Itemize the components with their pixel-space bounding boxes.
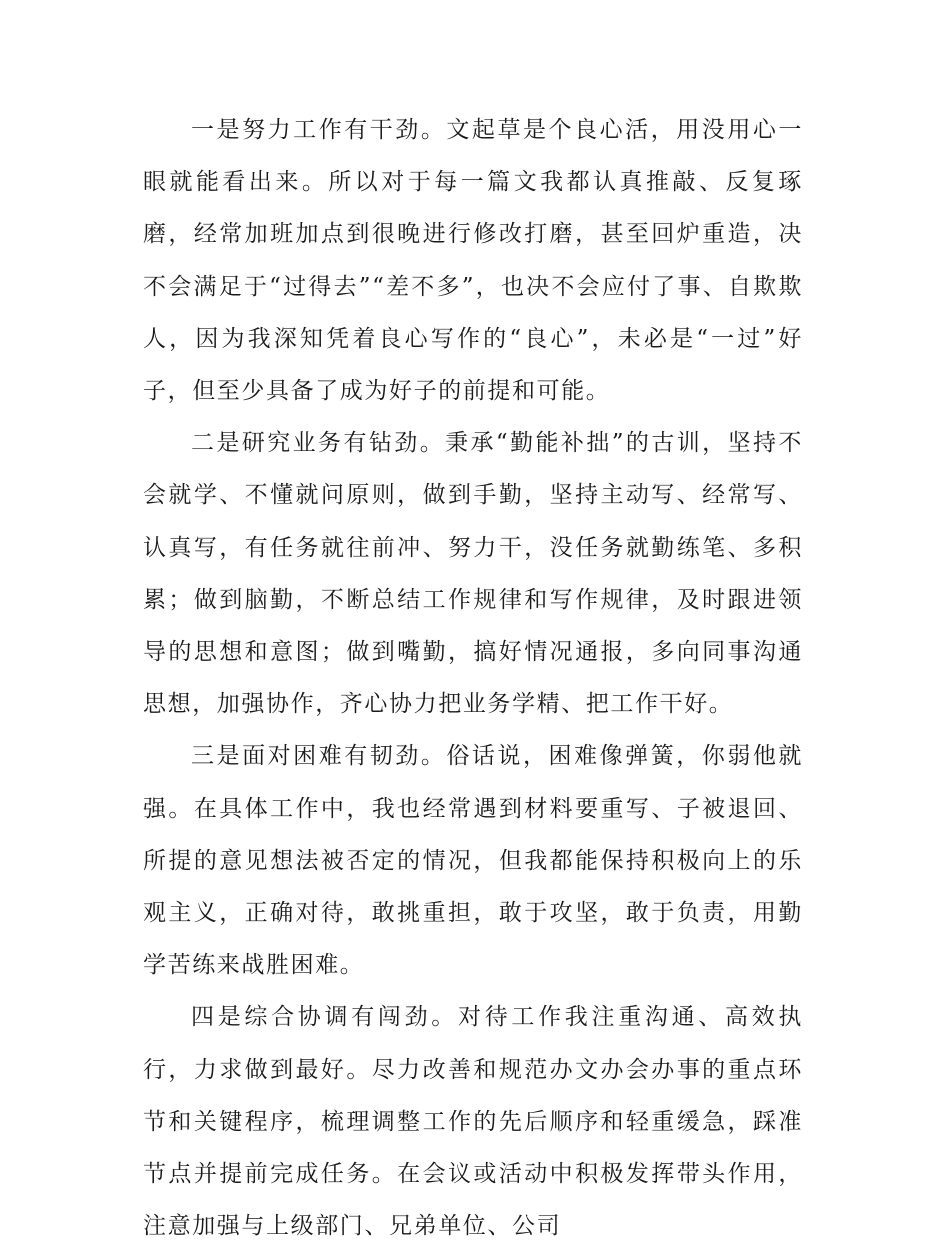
document-body xyxy=(143,104,803,1252)
paragraph-coordination: 四是综合协调有闯劲。对待工作我注重沟通、高效执行，力求做到最好。尽力改善和规范办文办会办事的重点环节和关键程序，梳理调整工作的先后顺序和轻重缓急，踩准节点并提前完成任务。在会议或活动中积极发挥带头作用，注意加强与上级部门、兄弟单位、公司 xyxy=(143,1004,803,1240)
paragraph-business-study: 二是研究业务有钻劲。秉承“勤能补拙”的古训，坚持不会就学、不懂就问原则，做到手勤，坚持主动写、经常写、认真写，有任务就往前冲、努力干，没任务就勤练笔、多积累；做到脑勤，不断总结工作规律和写作规律，及时跟进领导的思想和意图；做到嘴勤，搞好情况通报，多向同事沟通思想，加强协作，齐心协力把业务学精、把工作干好。 xyxy=(143,430,803,718)
paragraph-facing-difficulty: 三是面对困难有韧劲。俗话说，困难像弹簧，你弱他就强。在具体工作中，我也经常遇到材料要重写、子被退回、所提的意见想法被否定的情况，但我都能保持积极向上的乐观主义，正确对待，敢挑重担，敢于攻坚，敢于负责，用勤学苦练来战胜困难。 xyxy=(143,743,803,979)
paragraph-work-effort: 一是努力工作有干劲。文起草是个良心活，用没用心一眼就能看出来。所以对于每一篇文我都认真推敲、反复琢磨，经常加班加点到很晚进行修改打磨，甚至回炉重造，决不会满足于“过得去”“差不多”，也决不会应付了事、自欺欺人，因为我深知凭着良心写作的“良心”，未必是“一过”好子，但至少具备了成为好子的前提和可能。 xyxy=(143,117,803,405)
